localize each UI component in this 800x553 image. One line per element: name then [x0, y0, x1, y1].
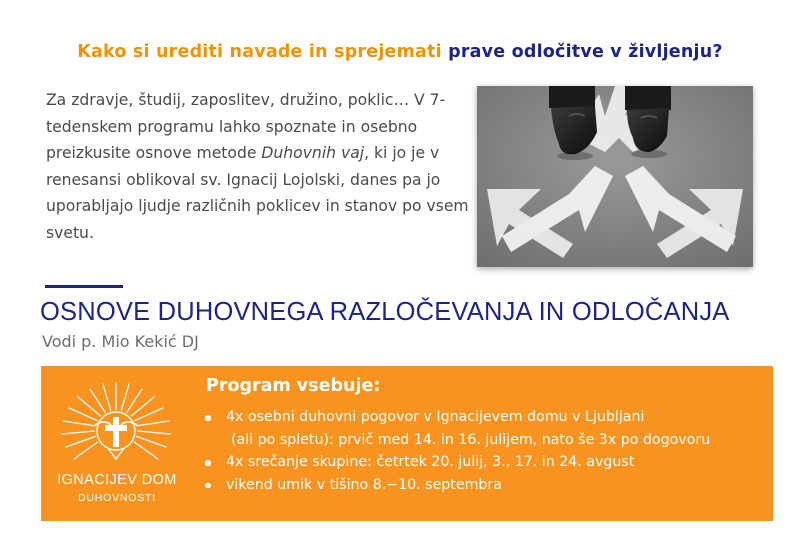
course-leader: Vodi p. Mio Kekić DJ [42, 332, 199, 351]
intro-text-before: Za zdravje, študij, zaposlitev, družino, poklic… V 7-tedenskem programu lahko spoznate in osebno preizkusite osnove metode [46, 91, 446, 163]
program-item-3: vikend umik v tišino 8.−10. septembra [226, 476, 502, 493]
intro-text-after: , ki jo je v renesansi oblikoval sv. Ignacij Lojolski, danes pa jo uporabljajo ljudje različnih poklicev in stanov po vsem svetu. [46, 144, 469, 242]
shoes-at-crossroads-arrows-image [477, 86, 753, 267]
bullet-icon [205, 415, 211, 421]
headline-orange-part: Kako si urediti navade in sprejemati [77, 42, 442, 62]
list-item [204, 474, 710, 497]
intro-italic: Duhovnih vaj [261, 144, 365, 163]
logo-subtitle: DUHOVNOSTI [77, 492, 156, 504]
program-item-2: 4x srečanje skupine: četrtek 20. julij, 3., 17. in 24. avgust [226, 454, 635, 470]
crossroads-photo [477, 86, 753, 267]
intro-paragraph [46, 87, 471, 247]
bullet-icon [205, 483, 211, 489]
list-item [204, 406, 710, 451]
course-title: OSNOVE DUHOVNEGA RAZLOČEVANJA IN ODLOČANJA [40, 298, 730, 326]
program-heading: Program vsebuje: [206, 376, 381, 396]
program-list [204, 406, 710, 496]
bullet-icon [205, 460, 211, 466]
program-item-1-line-1: 4x osebni duhovni pogovor v Ignacijevem domu v Ljubljani [226, 409, 645, 425]
headline-navy-part: prave odločitve v življenju? [448, 42, 723, 62]
headline [0, 42, 800, 62]
logo-wordmark: IGNACIJEV DOM [57, 472, 177, 488]
program-item-1-line-2: (ali po spletu): prvič med 14. in 16. julijem, nato še 3x po dogovoru [231, 431, 711, 448]
title-accent-rule [45, 285, 123, 288]
list-item [204, 451, 710, 474]
